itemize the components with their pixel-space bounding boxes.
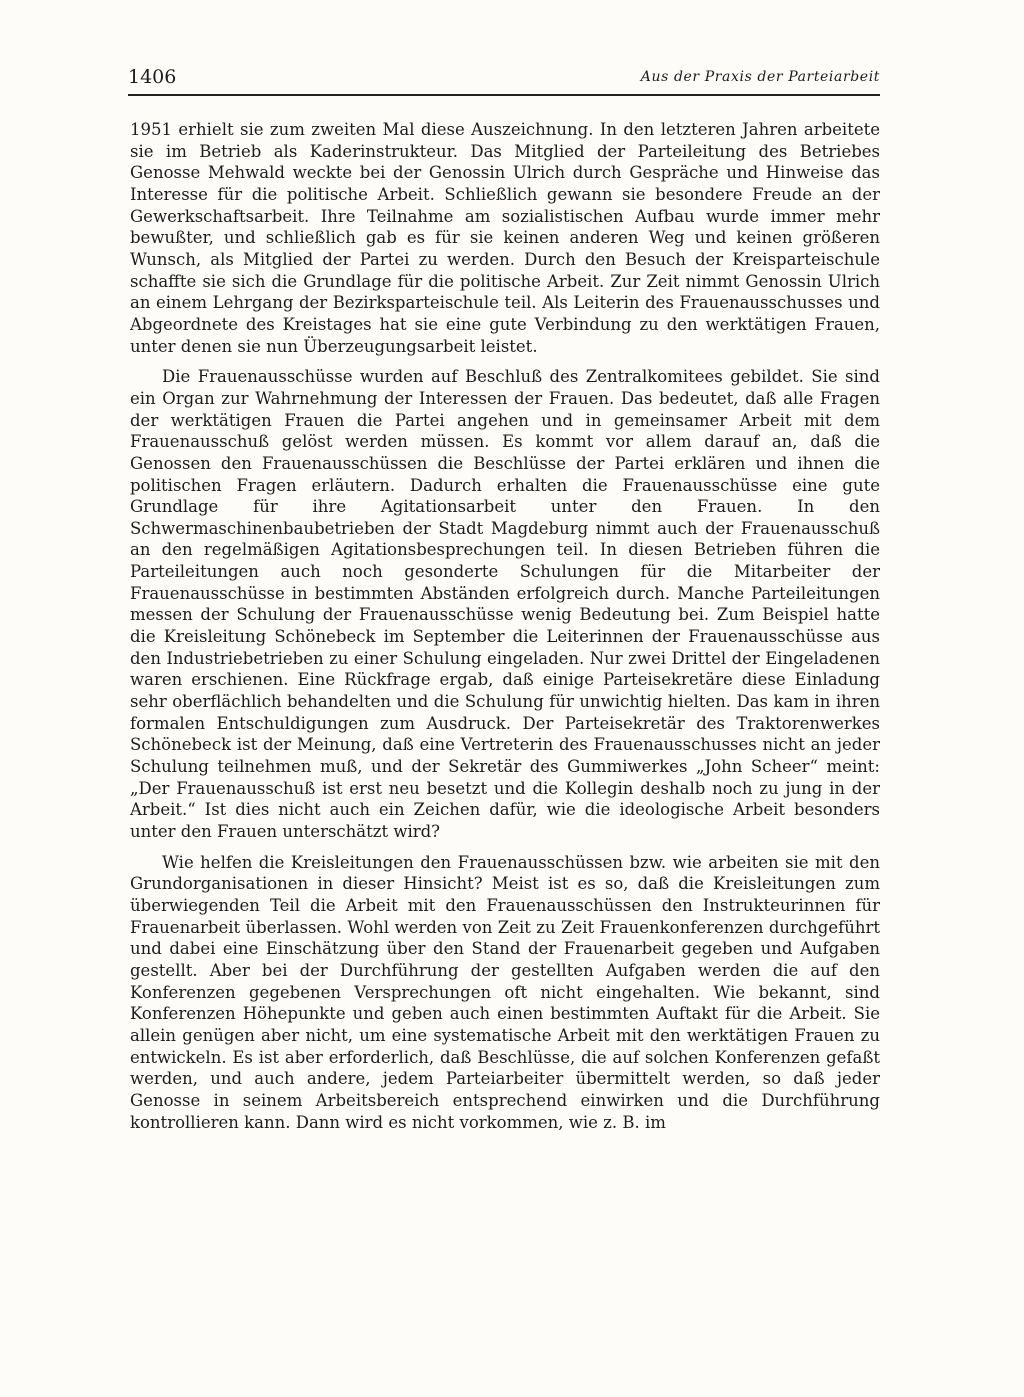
paragraph-3: Wie helfen die Kreisleitungen den Frauenausschüssen bzw. wie arbeiten sie mit den Grundorganisationen in dieser Hinsicht? Meist ist es so, daß die Kreisleitungen zum überwiegenden Teil die Arbeit mit den Frauenausschüssen den Instrukteurinnen für Frauenarbeit überlassen. Wohl werden von Zeit zu Zeit Frauenkonferenzen durchgeführt und dabei eine Einschätzung über den Stand der Frauenarbeit gegeben und Aufgaben gestellt. Aber bei der Durchführung der gestellten Aufgaben werden die auf den Konferenzen gegebenen Versprechungen oft nicht eingehalten. Wie bekannt, sind Konferenzen Höhepunkte und geben auch einen bestimmten Auftakt für die Arbeit. Sie allein genügen aber nicht, um eine systematische Arbeit mit den werktätigen Frauen zu entwickeln. Es ist aber erforderlich, daß Beschlüsse, die auf solchen Konferenzen gefaßt werden, und auch andere, jedem Parteiarbeiter übermittelt werden, so daß jeder Genosse in seinem Arbeitsbereich entsprechend einwirken und die Durchführung kontrollieren kann. Dann wird es nicht vorkommen, wie z. B. im bbox=[130, 852, 880, 1132]
page-header bbox=[128, 64, 880, 96]
running-head: Aus der Praxis der Parteiarbeit bbox=[640, 69, 880, 85]
paragraph-1: 1951 erhielt sie zum zweiten Mal diese Auszeichnung. In den letzteren Jahren arbeitete sie im Betrieb als Kaderinstrukteur. Das Mitglied der Parteileitung des Betriebes Genosse Mehwald weckte bei der Genossin Ulrich durch Gespräche und Hinweise das Interesse für die politische Arbeit. Schließlich gewann sie besondere Freude an der Gewerkschaftsarbeit. Ihre Teilnahme am sozialistischen Aufbau wurde immer mehr bewußter, und schließlich gab es für sie keinen anderen Weg und keinen größeren Wunsch, als Mitglied der Partei zu werden. Durch den Besuch der Kreisparteischule schaffte sie sich die Grundlage für die politische Arbeit. Zur Zeit nimmt Genossin Ulrich an einem Lehrgang der Bezirksparteischule teil. Als Leiterin des Frauenausschusses und Abgeordnete des Kreistages hat sie eine gute Verbindung zu den werktätigen Frauen, unter denen sie nun Überzeugungsarbeit leistet. bbox=[130, 120, 880, 356]
body-text bbox=[130, 119, 880, 1133]
paragraph-2: Die Frauenausschüsse wurden auf Beschluß des Zentralkomitees gebildet. Sie sind ein Organ zur Wahrnehmung der Interessen der Frauen. Das bedeutet, daß alle Fragen der werktätigen Frauen die Partei angehen und in gemeinsamer Arbeit mit dem Frauenausschuß gelöst werden müssen. Es kommt vor allem darauf an, daß die Genossen den Frauenausschüssen die Beschlüsse der Partei erklären und ihnen die politischen Fragen erläutern. Dadurch erhalten die Frauenausschüsse eine gute Grundlage für ihre Agitationsarbeit unter den Frauen. In den Schwermaschinenbaubetrieben der Stadt Magdeburg nimmt auch der Frauenausschuß an den regelmäßigen Agitationsbesprechungen teil. In diesen Betrieben führen die Parteileitungen auch noch gesonderte Schulungen für die Mitarbeiter der Frauenausschüsse in bestimmten Abständen erfolgreich durch. Manche Parteileitungen messen der Schulung der Frauenausschüsse wenig Bedeutung bei. Zum Beispiel hatte die Kreisleitung Schönebeck im September die Leiterinnen der Frauenausschüsse aus den Industriebetrieben zu einer Schulung eingeladen. Nur zwei Drittel der Eingeladenen waren erschienen. Eine Rückfrage ergab, daß einige Parteisekretäre diese Einladung sehr oberflächlich behandelten und die Schulung für unwichtig hielten. Das kam in ihren formalen Entschuldigungen zum Ausdruck. Der Parteisekretär des Traktorenwerkes Schönebeck ist der Meinung, daß eine Vertreterin des Frauenausschusses nicht an jeder Schulung teilnehmen muß, und der Sekretär des Gummiwerkes „John Scheer“ meint: „Der Frauenausschuß ist erst neu besetzt und die Kollegin deshalb noch zu jung in der Arbeit.“ Ist dies nicht auch ein Zeichen dafür, wie die ideologische Arbeit besonders unter den Frauen unterschätzt wird? bbox=[130, 367, 880, 841]
page-number: 1406 bbox=[128, 66, 177, 88]
